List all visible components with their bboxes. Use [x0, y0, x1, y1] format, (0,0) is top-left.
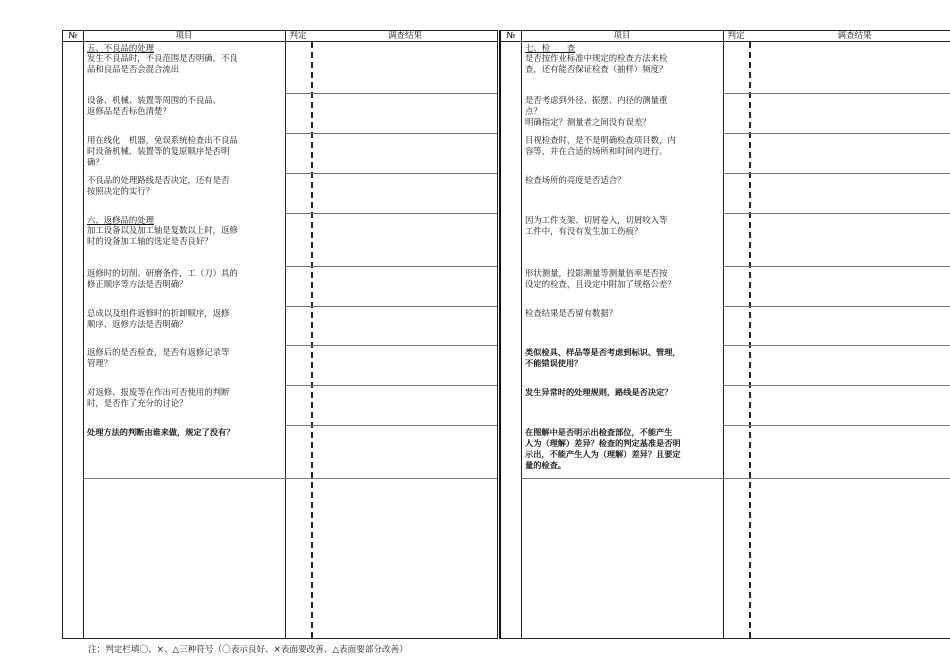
- section-title: 五、不良品的处理: [87, 43, 154, 53]
- right-col-divider-1: [521, 31, 522, 638]
- check-item-text: 发生不良品时，不良范围是否明确，不良 品和良品是否会混合流出: [87, 53, 238, 74]
- result-cell[interactable]: [752, 134, 950, 173]
- result-cell[interactable]: [752, 174, 950, 213]
- result-cell[interactable]: [752, 346, 950, 385]
- check-item-text: 用在线化 机器，免误系统检查出不良品 时设备机械、装置等的复原顺序是否明 确？: [87, 135, 238, 167]
- right-no-header: №: [506, 31, 516, 41]
- result-cell[interactable]: [314, 386, 497, 425]
- check-item-text: 发生异常时的处理规则，路线是否决定？: [525, 387, 673, 397]
- section-title: 七、检 查: [525, 43, 576, 53]
- check-item-text: 处理方法的判断由谁来做，规定了没有？: [87, 427, 235, 437]
- judgement-cell[interactable]: [286, 426, 310, 478]
- check-item-text: 是否按作业标准中规定的检查方法来检 查，还有能否保证检查（抽样）频度？: [525, 53, 668, 74]
- check-item-text: 返修时的切削、研磨条件，工（刀）具的 修正顺序等方法是否明确？: [87, 268, 238, 289]
- check-item-text: 返修后的是否检查，是否有返修记录等 管理？: [87, 347, 230, 368]
- result-cell[interactable]: [314, 94, 497, 133]
- table-end-line: [83, 478, 497, 479]
- result-cell[interactable]: [752, 94, 950, 133]
- judgement-cell[interactable]: [286, 307, 310, 345]
- judgement-cell[interactable]: [724, 94, 748, 133]
- check-item-text: 检查场所的亮度是否适合？: [525, 175, 626, 185]
- check-item-text: 对返修、报废等在作出可否使用的判断 时，是否作了充分的讨论？: [87, 387, 230, 408]
- result-cell[interactable]: [314, 174, 497, 213]
- judgement-cell[interactable]: [286, 94, 310, 133]
- check-item-text: 加工设备以及加工轴是复数以上时，返修 时的设备加工轴的选定是否良好？: [87, 225, 238, 246]
- judgement-cell[interactable]: [724, 267, 748, 306]
- judgement-cell[interactable]: [286, 346, 310, 385]
- result-cell[interactable]: [314, 307, 497, 345]
- judgement-cell[interactable]: [724, 134, 748, 173]
- check-item-text: 总成以及组件返修时的折卸顺序，返修 顺序、返修方法是否明确？: [87, 308, 230, 329]
- judgement-cell[interactable]: [286, 214, 310, 266]
- judgement-cell[interactable]: [724, 346, 748, 385]
- check-item-text: 检查结果是否留有数据？: [525, 308, 618, 318]
- footnote: 注：判定栏填〇、×、△三种符号（〇表示良好、×表面要改善、△表面要部分改善）: [88, 645, 408, 655]
- check-item-text: 类似检具、样品等是否考虑到标识、管理， 不能错误使用？: [525, 347, 681, 368]
- result-cell[interactable]: [752, 386, 950, 425]
- judgement-cell[interactable]: [286, 267, 310, 306]
- right-judge-header: 判定: [727, 31, 745, 41]
- check-item-text: 在图解中是否明示出检查部位，不能产生 人为（理解）差异？检查的判定基准是否明 示出，不能产生人为（理解）差异？且要定 量的检查。: [525, 427, 681, 470]
- section-title: 六、返修品的处理: [87, 215, 154, 225]
- judgement-cell[interactable]: [724, 386, 748, 425]
- right-panel: [499, 30, 950, 639]
- left-judge-header: 判定: [289, 31, 307, 41]
- judgement-cell[interactable]: [724, 426, 748, 478]
- result-cell[interactable]: [314, 267, 497, 306]
- result-cell[interactable]: [752, 214, 950, 266]
- result-cell[interactable]: [314, 134, 497, 173]
- judgement-cell[interactable]: [286, 174, 310, 213]
- result-cell[interactable]: [752, 42, 950, 93]
- check-item-text: 是否考虑到外径、振摆、内径的测量重 点？ 明确指定？测量者之间没有误差？: [525, 95, 668, 127]
- judgement-cell[interactable]: [724, 214, 748, 266]
- result-cell[interactable]: [314, 346, 497, 385]
- result-cell[interactable]: [752, 267, 950, 306]
- result-cell[interactable]: [314, 426, 497, 478]
- judgement-cell[interactable]: [724, 174, 748, 213]
- judgement-cell[interactable]: [724, 42, 748, 93]
- check-item-text: 不良品的处理路线是否决定，还有是否 按照决定的实行？: [87, 175, 230, 196]
- left-panel: [62, 30, 498, 639]
- left-item-header: 项目: [175, 31, 193, 41]
- check-item-text: 目视检查时，是不是明确检查项目数，内 容等，并在合适的场所和时间内进行。: [525, 135, 676, 156]
- check-item-text: 形状测量，投影测量等测量倍率是否按 设定的检查，且设定中附加了规格公差？: [525, 268, 676, 289]
- check-item-text: 因为工件支架、切屑卷入，切屑咬入等 工件中，有没有发生加工伤痕？: [525, 215, 668, 236]
- judgement-cell[interactable]: [286, 386, 310, 425]
- table-end-line: [521, 478, 950, 479]
- left-col-divider-1: [83, 31, 84, 638]
- left-result-header: 调查结果: [387, 31, 422, 41]
- right-result-header: 调查结果: [837, 31, 872, 41]
- right-item-header: 项目: [613, 31, 631, 41]
- left-no-header: №: [68, 31, 78, 41]
- right-header-row: [501, 31, 950, 42]
- judgement-cell[interactable]: [724, 307, 748, 345]
- judgement-cell[interactable]: [286, 134, 310, 173]
- result-cell[interactable]: [314, 214, 497, 266]
- judgement-cell[interactable]: [286, 42, 310, 93]
- check-item-text: 设备、机械、装置等周围的不良品、 返修品是否标色清楚？: [87, 95, 221, 116]
- result-cell[interactable]: [752, 426, 950, 478]
- result-cell[interactable]: [314, 42, 497, 93]
- left-header-row: [63, 31, 497, 42]
- result-cell[interactable]: [752, 307, 950, 345]
